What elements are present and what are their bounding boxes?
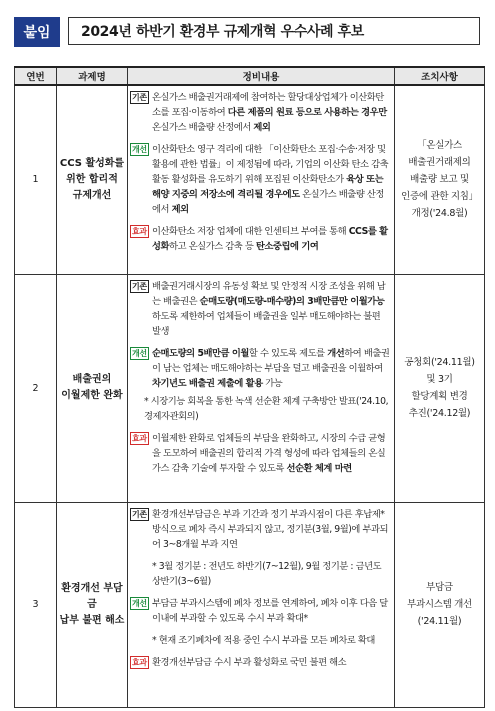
improved-block: 개선 부담금 부과시스템에 폐차 정보를 연계하여, 폐차 이후 다음 달 이내에 부과할 수 있도록 수시 부과 확대* xyxy=(132,597,388,624)
improved-tag: 개선 xyxy=(132,598,147,608)
improved-block: 개선 이산화탄소 영구 격리에 대한 「이산화탄소 포집·수송·저장 및 활용에 관한 법률」이 제정됨에 따라, 기업의 이산화 탄소 감축 활동 활성화를 유도하기 위해 포집된 이산화탄소가 육상 또는 해양 지중의 저장소에 격리될 경우에도 온실가스 배출량 산정에서 제외 xyxy=(132,144,389,215)
footnote: * 현재 조기폐차에 적용 중인 수시 부과를 모든 폐차로 확대 xyxy=(152,634,375,646)
table-row xyxy=(15,274,485,502)
task-title: CCS 활성화를 위한 합리적 규제개선 xyxy=(57,85,128,274)
attachment-badge: 붙임 xyxy=(14,17,60,47)
current-tag: 기존 xyxy=(132,281,147,291)
effect-block: 효과 이산화탄소 저장 업체에 대한 인센티브 부여를 통해 CCS를 활성화하고 온실가스 감축 등 탄소중립에 기여 xyxy=(132,226,388,252)
improved-tag: 개선 xyxy=(132,145,147,154)
reform-table xyxy=(14,66,485,708)
action-cell: 부담금 부과시스템 개선 ('24.11월) xyxy=(395,502,485,707)
row-number: 1 xyxy=(15,85,57,274)
detail-cell xyxy=(128,274,395,502)
improved-tag: 개선 xyxy=(132,348,147,358)
current-block: 기존 온실가스 배출권거래제에 참여하는 할당대상업체가 이산화탄소를 포집·이동하여 다른 제품의 원료 등으로 사용하는 경우만 온실가스 배출량 산정에서 제외 xyxy=(132,92,387,133)
task-title: 환경개선 부담금 납부 불편 해소 xyxy=(57,502,128,707)
table-row xyxy=(15,85,485,274)
row-number: 3 xyxy=(15,502,57,707)
footnote: * 시장기능 회복을 통한 녹색 선순환 체계 구축방안 발표('24.10, 경제자관회의) xyxy=(144,395,389,422)
detail-cell xyxy=(128,502,395,707)
table-header-row xyxy=(15,67,485,85)
effect-tag: 효과 xyxy=(132,433,147,443)
current-block: 기존 배출권거래시장의 유동성 확보 및 안정적 시장 조성을 위해 남는 배출권은 순매도량(매도량-매수량)의 3배만큼만 이월가능하도록 제한하여 업체들이 배출권을 일부 매도해야하는 불편 발생 xyxy=(132,280,386,337)
effect-tag: 효과 xyxy=(132,227,147,236)
current-tag: 기존 xyxy=(132,509,147,519)
page-title: 2024년 하반기 환경부 규제개혁 우수사례 후보 xyxy=(68,17,480,45)
row-number: 2 xyxy=(15,274,57,502)
current-tag: 기존 xyxy=(132,93,147,102)
action-cell: 「온실가스 배출권거래제의 배출량 보고 및 인증에 관한 지침」 개정('24.8월) xyxy=(395,85,485,274)
improved-block: 개선 순매도량의 5배만큼 이월할 수 있도록 제도를 개선하여 배출권이 남는 업체는 매도해야하는 부담을 덜고 배출권을 이월하여 차기년도 배출권 제출에 활용 가능 xyxy=(132,347,390,389)
col-header-no: 연번 xyxy=(15,67,57,85)
effect-block: 효과 이월제한 완화로 업체들의 부담을 완화하고, 시장의 수급 균형을 도모하여 배출권의 합리적 가격 형성에 따라 업체들의 온실가스 감축 기술에 투자할 수 있도록 선순환 체계 마련 xyxy=(132,432,386,474)
effect-tag: 효과 xyxy=(132,657,147,667)
task-title: 배출권의 이월제한 완화 xyxy=(57,274,128,502)
footnote: * 3월 정기분 : 전년도 하반기(7~12월), 9월 정기분 : 금년도 상반기(3~6월) xyxy=(152,560,382,587)
col-header-action: 조치사항 xyxy=(395,67,485,85)
action-cell: 공청회('24.11월) 및 3기 할당계획 변경 추진('24.12월) xyxy=(395,274,485,502)
detail-cell xyxy=(128,85,395,274)
current-block: 기존 환경개선부담금은 부과 기간과 정기 부과시점이 다른 후납제* 방식으로 폐차 즉시 부과되지 않고, 정기분(3월, 9월)에 부과되어 3~8개월 부과 지연 xyxy=(132,508,389,550)
col-header-task: 과제명 xyxy=(57,67,128,85)
col-header-detail: 정비내용 xyxy=(128,67,395,85)
page-header xyxy=(14,17,482,47)
table-row xyxy=(15,502,485,707)
effect-block: 효과 환경개선부담금 수시 부과 활성화로 국민 불편 해소 xyxy=(132,656,347,668)
